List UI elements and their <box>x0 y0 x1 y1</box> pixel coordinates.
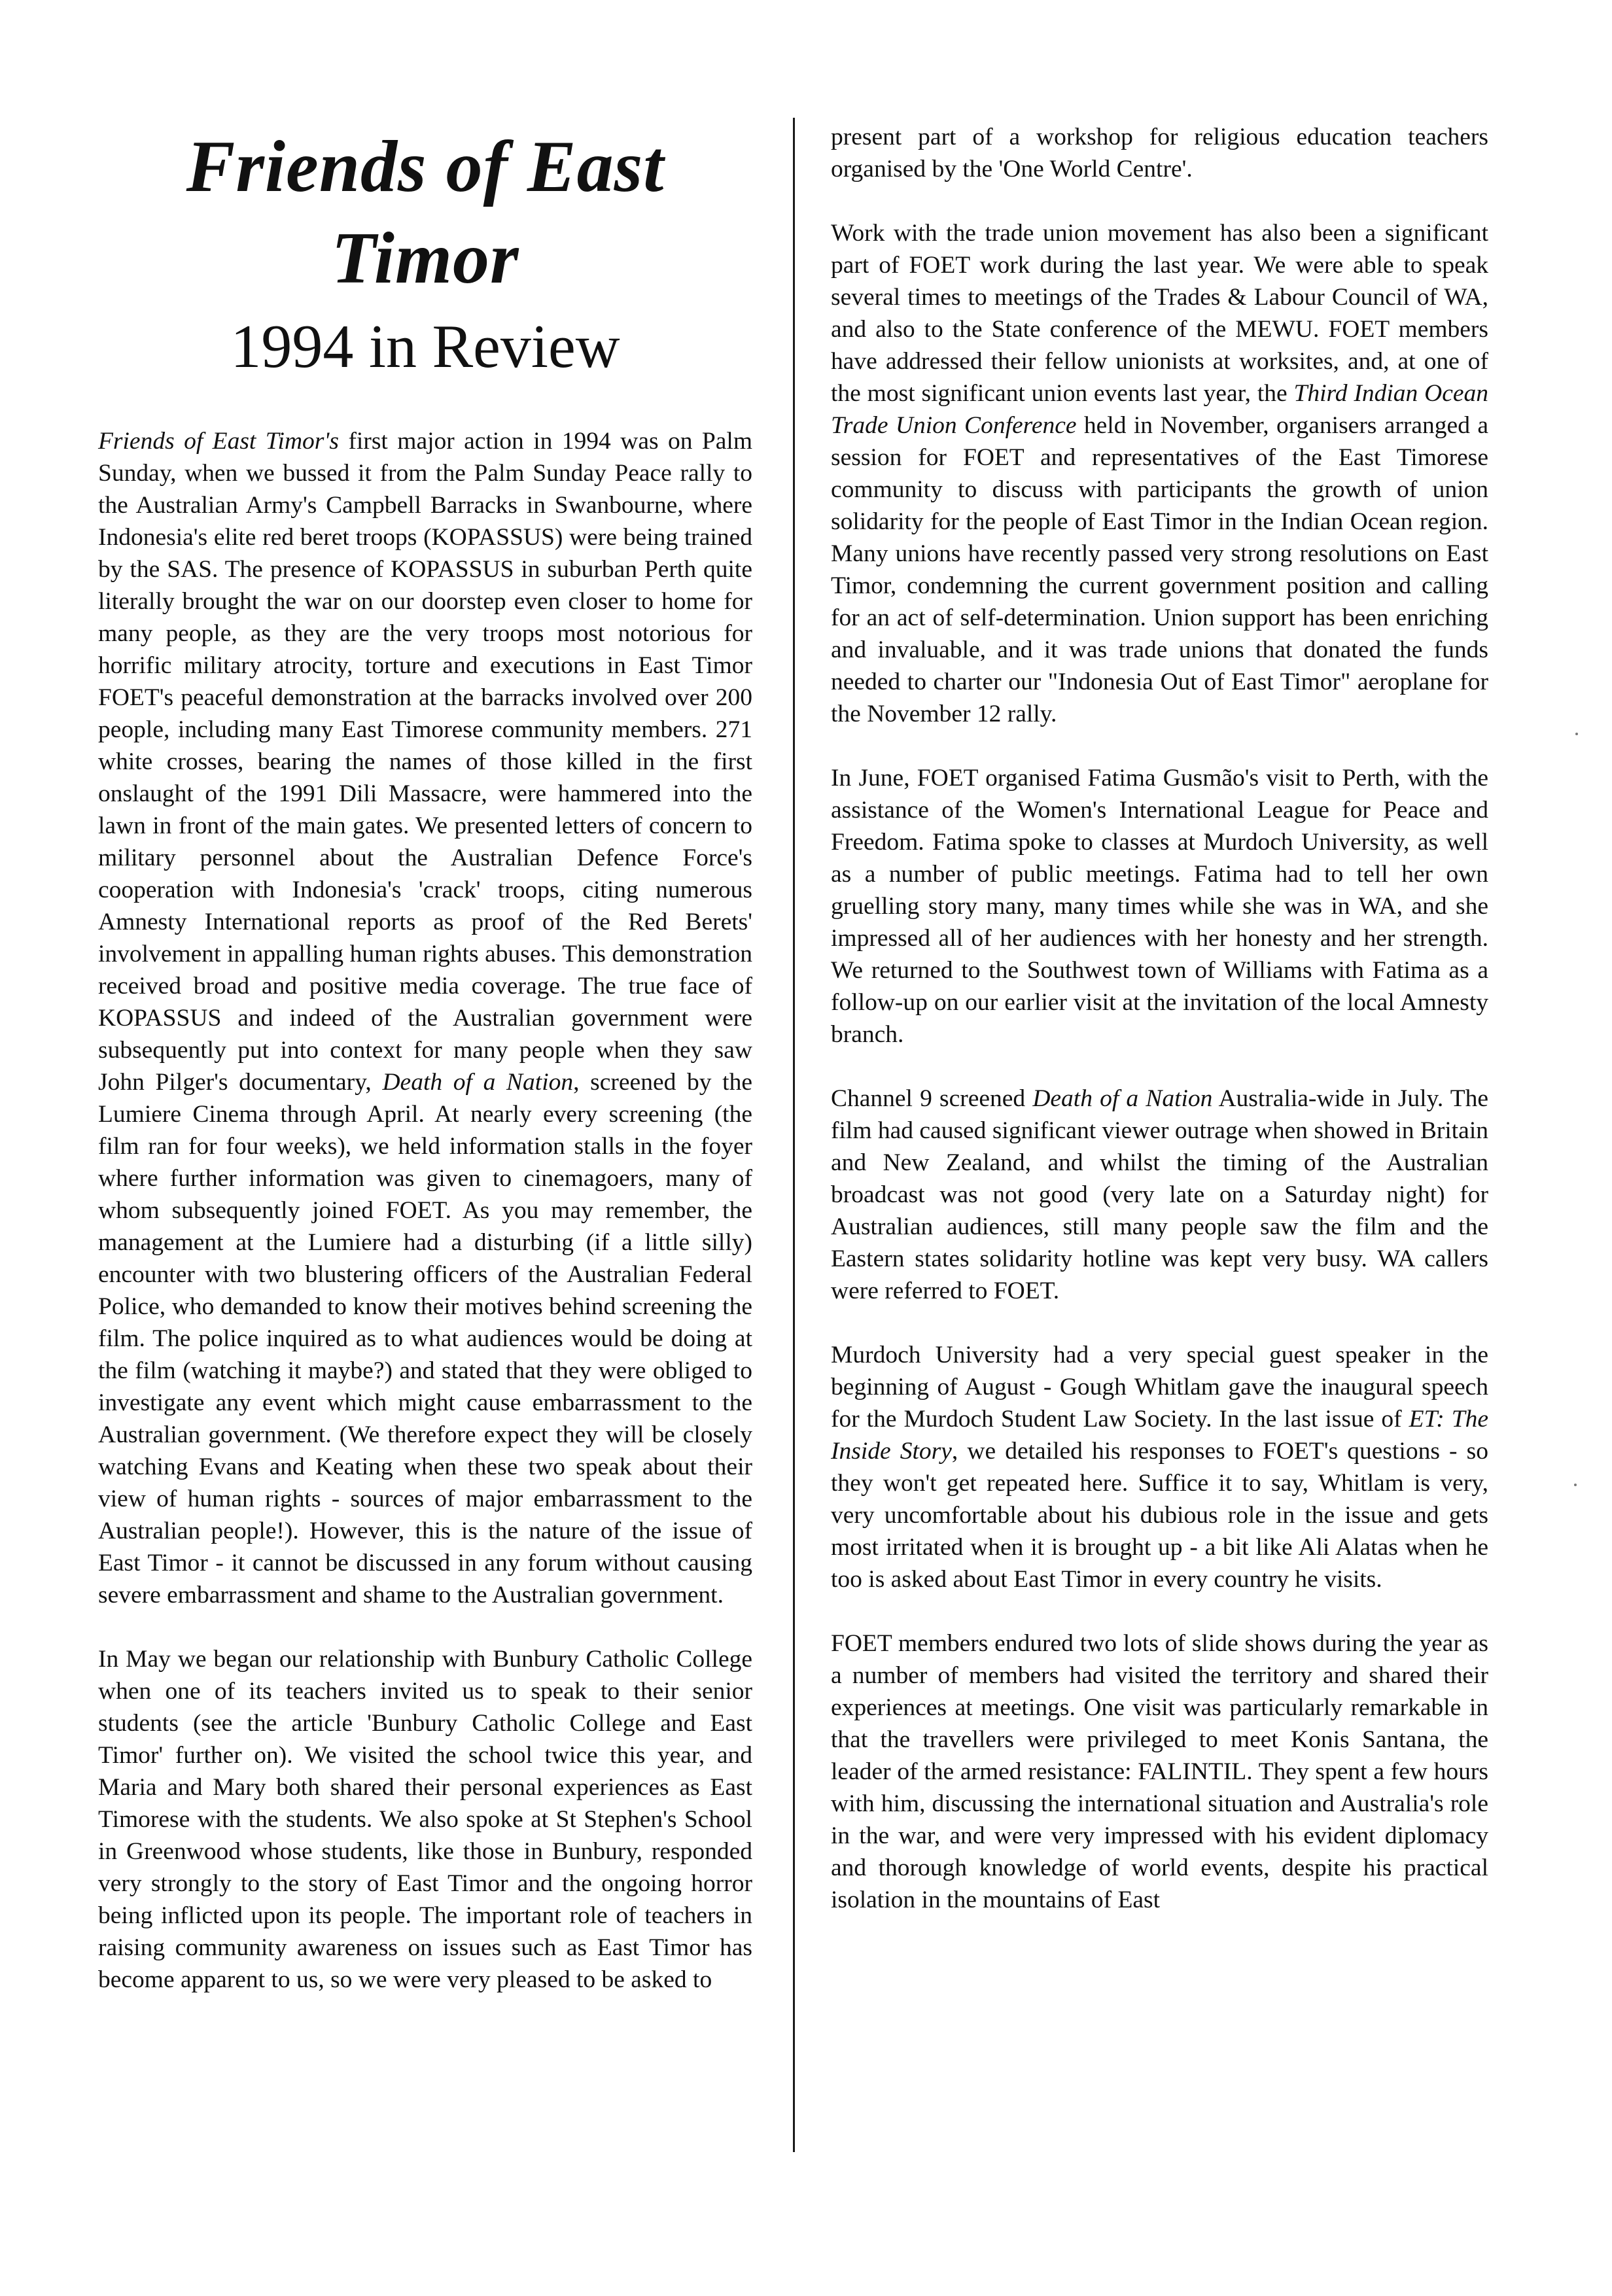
body-paragraph: FOET members endured two lots of slide shows during the year as a number of members had visited the territory and shared their experiences at meetings. One visit was particularly remarkable in that the travellers were privileged to meet Konis Santana, the leader of the armed resistance: FALINTIL. They spent a few hours with him, discussing the international situation and Australia's role in the war, and were very impressed with his evident diplomacy and thorough knowledge of world events, despite his practical isolation in the mountains of East <box>831 1630 1488 1913</box>
italic-title-text: ET: The Inside Story <box>831 1406 1488 1465</box>
italic-title-text: Friends of East Timor's <box>98 428 340 455</box>
italic-title-text: Death of a Nation <box>1032 1085 1213 1112</box>
italic-title-text: Death of a Nation <box>382 1069 574 1096</box>
body-paragraph: Murdoch University had a very special guest speaker in the beginning of August - Gough Whitlam gave the inaugural speech for the Murdoch Student Law Society. In the last issue of ET: The Inside Story, we detailed his responses to FOET's questions - so they won't get repeated here. Suffice it to say, Whitlam is very, very uncomfortable about his dubious role in the issue and gets most irritated when it is brought up - a bit like Ali Alatas when he too is asked about East Timor in every country he visits. <box>831 1342 1488 1593</box>
article-subtitle: 1994 in Review <box>230 313 620 381</box>
left-column-body <box>98 425 752 1996</box>
right-column-body <box>831 121 1488 1916</box>
column-divider <box>793 118 795 2152</box>
left-column <box>98 121 752 1996</box>
body-paragraph: Work with the trade union movement has also been a significant part of FOET work during the last year. We were able to speak several times to meetings of the Trades & Labour Council of WA, and also to the State conference of the MEWU. FOET members have addressed their fellow unionists at worksites, and, at one of the most significant union events last year, the Third Indian Ocean Trade Union Conference held in November, organisers arranged a session for FOET and representatives of the East Timorese community to discuss with participants the growth of union solidarity for the people of East Timor in the Indian Ocean region. Many unions have recently passed very strong resolutions on East Timor, condemning the current government position and calling for an act of self-determination. Union support has been enriching and invaluable, and it was trade unions that donated the funds needed to charter our "Indonesia Out of East Timor" aeroplane for the November 12 rally. <box>831 220 1488 727</box>
right-column <box>831 121 1488 1916</box>
body-paragraph: In May we began our relationship with Bunbury Catholic College when one of its teachers invited us to speak to their senior students (see the article 'Bunbury Catholic College and East Timor' further on). We visited the school twice this year, and Maria and Mary both shared their personal experiences as East Timorese with the students. We also spoke at St Stephen's School in Greenwood whose students, like those in Bunbury, responded very strongly to the story of East Timor and the ongoing horror being inflicted upon its people. The important role of teachers in raising community awareness on issues such as East Timor has become apparent to us, so we were very pleased to be asked to <box>98 1646 752 1993</box>
body-paragraph: Friends of East Timor's first major action in 1994 was on Palm Sunday, when we bussed it from the Palm Sunday Peace rally to the Australian Army's Campbell Barracks in Swanbourne, where Indonesia's elite red beret troops (KOPASSUS) were being trained by the SAS. The presence of KOPASSUS in suburban Perth quite literally brought the war on our doorstep even closer to home for many people, as they are the very troops most notorious for horrific military atrocity, torture and executions in East Timor FOET's peaceful demonstration at the barracks involved over 200 people, including many East Timorese community members. 271 white crosses, bearing the names of those killed in the first onslaught of the 1991 Dili Massacre, were hammered into the lawn in front of the main gates. We presented letters of concern to military personnel about the Australian Defence Force's cooperation with Indonesia's 'crack' troops, citing numerous Amnesty International reports as proof of the Red Berets' involvement in appalling human rights abuses. This demonstration received broad and positive media coverage. The true face of KOPASSUS and indeed of the Australian government were subsequently put into context for many people when they saw John Pilger's documentary, Death of a Nation, screened by the Lumiere Cinema through April. At nearly every screening (the film ran for four weeks), we held information stalls in the foyer where further information was given to cinemagoers, many of whom subsequently joined FOET. As you may remember, the management at the Lumiere had a disturbing (if a little silly) encounter with two blustering officers of the Australian Federal Police, who demanded to know their motives behind screening the film. The police inquired as to what audiences would be doing at the film (watching it maybe?) and stated that they were obliged to investigate any event which might cause embarrassment to the Australian government. (We therefore expect they will be closely watching Evans and Keating when these two speak about their view of human rights - sources of major embarrassment to the Australian people!). However, this is the nature of the issue of East Timor - it cannot be discussed in any forum without causing severe embarrassment and shame to the Australian government. <box>98 428 752 1609</box>
scan-speck <box>1575 733 1578 735</box>
body-paragraph: present part of a workshop for religious education teachers organised by the 'One World Centre'. <box>831 124 1488 183</box>
article-title: Friends of East Timor <box>186 126 665 299</box>
scan-speck <box>1574 1484 1577 1486</box>
body-paragraph: In June, FOET organised Fatima Gusmão's visit to Perth, with the assistance of the Women's International League for Peace and Freedom. Fatima spoke to classes at Murdoch University, as well as a number of public meetings. Fatima had to tell her own gruelling story many, many times while she was in WA, and she impressed all of her audiences with her honesty and her strength. We returned to the Southwest town of Williams with Fatima as a follow-up on our earlier visit at the invitation of the local Amnesty branch. <box>831 765 1488 1048</box>
body-paragraph: Channel 9 screened Death of a Nation Australia-wide in July. The film had caused significant viewer outrage when showed in Britain and New Zealand, and whilst the timing of the Australian broadcast was not good (very late on a Saturday night) for Australian audiences, still many people saw the film and the Eastern states solidarity hotline was kept very busy. WA callers were referred to FOET. <box>831 1085 1488 1304</box>
italic-title-text: Third Indian Ocean Trade Union Conference <box>831 380 1488 439</box>
